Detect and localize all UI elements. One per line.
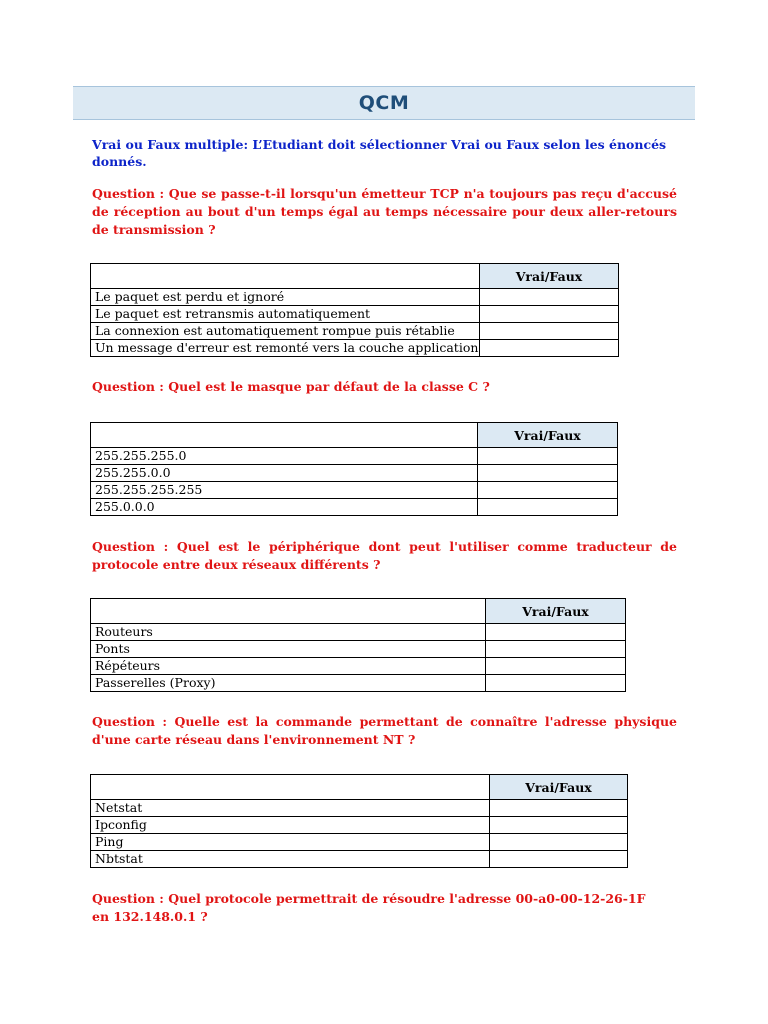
answer-cell[interactable] <box>480 340 619 357</box>
question-4-text: Question : Quelle est la commande permettant de connaître l'adresse physique d'une carte réseau dans l'environnement NT ? <box>92 714 677 747</box>
answer-cell[interactable] <box>486 624 626 641</box>
answer-cell[interactable] <box>486 675 626 692</box>
option-label: 255.0.0.0 <box>91 499 478 516</box>
option-label: 255.255.0.0 <box>91 465 478 482</box>
answer-cell[interactable] <box>490 817 628 834</box>
option-label: La connexion est automatiquement rompue puis rétablie <box>91 323 480 340</box>
table-row <box>91 340 619 357</box>
option-label: Passerelles (Proxy) <box>91 675 486 692</box>
answer-cell[interactable] <box>478 482 618 499</box>
answer-cell[interactable] <box>486 658 626 675</box>
answer-cell[interactable] <box>478 448 618 465</box>
answer-header: Vrai/Faux <box>490 775 628 800</box>
question-2-text: Question : Quel est le masque par défaut de la classe C ? <box>92 379 490 394</box>
option-label: Le paquet est retransmis automatiquement <box>91 306 480 323</box>
question-2-table <box>90 422 618 516</box>
answer-cell[interactable] <box>486 641 626 658</box>
table-row <box>91 448 618 465</box>
option-label: Un message d'erreur est remonté vers la couche application <box>91 340 480 357</box>
question-5-text: Question : Quel protocole permettrait de résoudre l'adresse 00-a0-00-12-26-1F en 132.148.0.1 ? <box>92 891 646 924</box>
question-1-text: Question : Que se passe-t-il lorsqu'un émetteur TCP n'a toujours pas reçu d'accusé de réception au bout d'un temps égal au temps nécessaire pour deux aller-retours de transmission ? <box>92 186 677 237</box>
table-row <box>91 289 619 306</box>
table-row <box>91 465 618 482</box>
answer-header: Vrai/Faux <box>478 423 618 448</box>
option-label: Routeurs <box>91 624 486 641</box>
option-label: Nbtstat <box>91 851 490 868</box>
table-row <box>91 834 628 851</box>
table-row <box>91 482 618 499</box>
answer-cell[interactable] <box>490 800 628 817</box>
table-row <box>91 675 626 692</box>
page-title: QCM <box>358 92 410 114</box>
question-4-table <box>90 774 628 868</box>
option-label: Ipconfig <box>91 817 490 834</box>
answer-header: Vrai/Faux <box>480 264 619 289</box>
table-row <box>91 817 628 834</box>
option-label: Répéteurs <box>91 658 486 675</box>
table-row <box>91 800 628 817</box>
answer-cell[interactable] <box>480 289 619 306</box>
answer-cell[interactable] <box>490 834 628 851</box>
table-row <box>91 851 628 868</box>
instructions: Vrai ou Faux multiple: L’Etudiant doit sélectionner Vrai ou Faux selon les énoncés donnés. <box>92 137 667 169</box>
answer-cell[interactable] <box>478 465 618 482</box>
answer-cell[interactable] <box>480 306 619 323</box>
table-row <box>91 658 626 675</box>
question-3-table <box>90 598 626 692</box>
answer-header: Vrai/Faux <box>486 599 626 624</box>
table-row <box>91 306 619 323</box>
answer-cell[interactable] <box>490 851 628 868</box>
option-label: Le paquet est perdu et ignoré <box>91 289 480 306</box>
title-banner <box>73 86 695 120</box>
option-label: 255.255.255.0 <box>91 448 478 465</box>
option-label: Ponts <box>91 641 486 658</box>
option-label: 255.255.255.255 <box>91 482 478 499</box>
option-label: Ping <box>91 834 490 851</box>
table-row <box>91 641 626 658</box>
table-row <box>91 624 626 641</box>
table-row <box>91 323 619 340</box>
question-3-text: Question : Quel est le périphérique dont peut l'utiliser comme traducteur de protocole entre deux réseaux différents ? <box>92 539 677 572</box>
table-row <box>91 499 618 516</box>
answer-cell[interactable] <box>478 499 618 516</box>
option-label: Netstat <box>91 800 490 817</box>
question-1-table <box>90 263 619 357</box>
answer-cell[interactable] <box>480 323 619 340</box>
